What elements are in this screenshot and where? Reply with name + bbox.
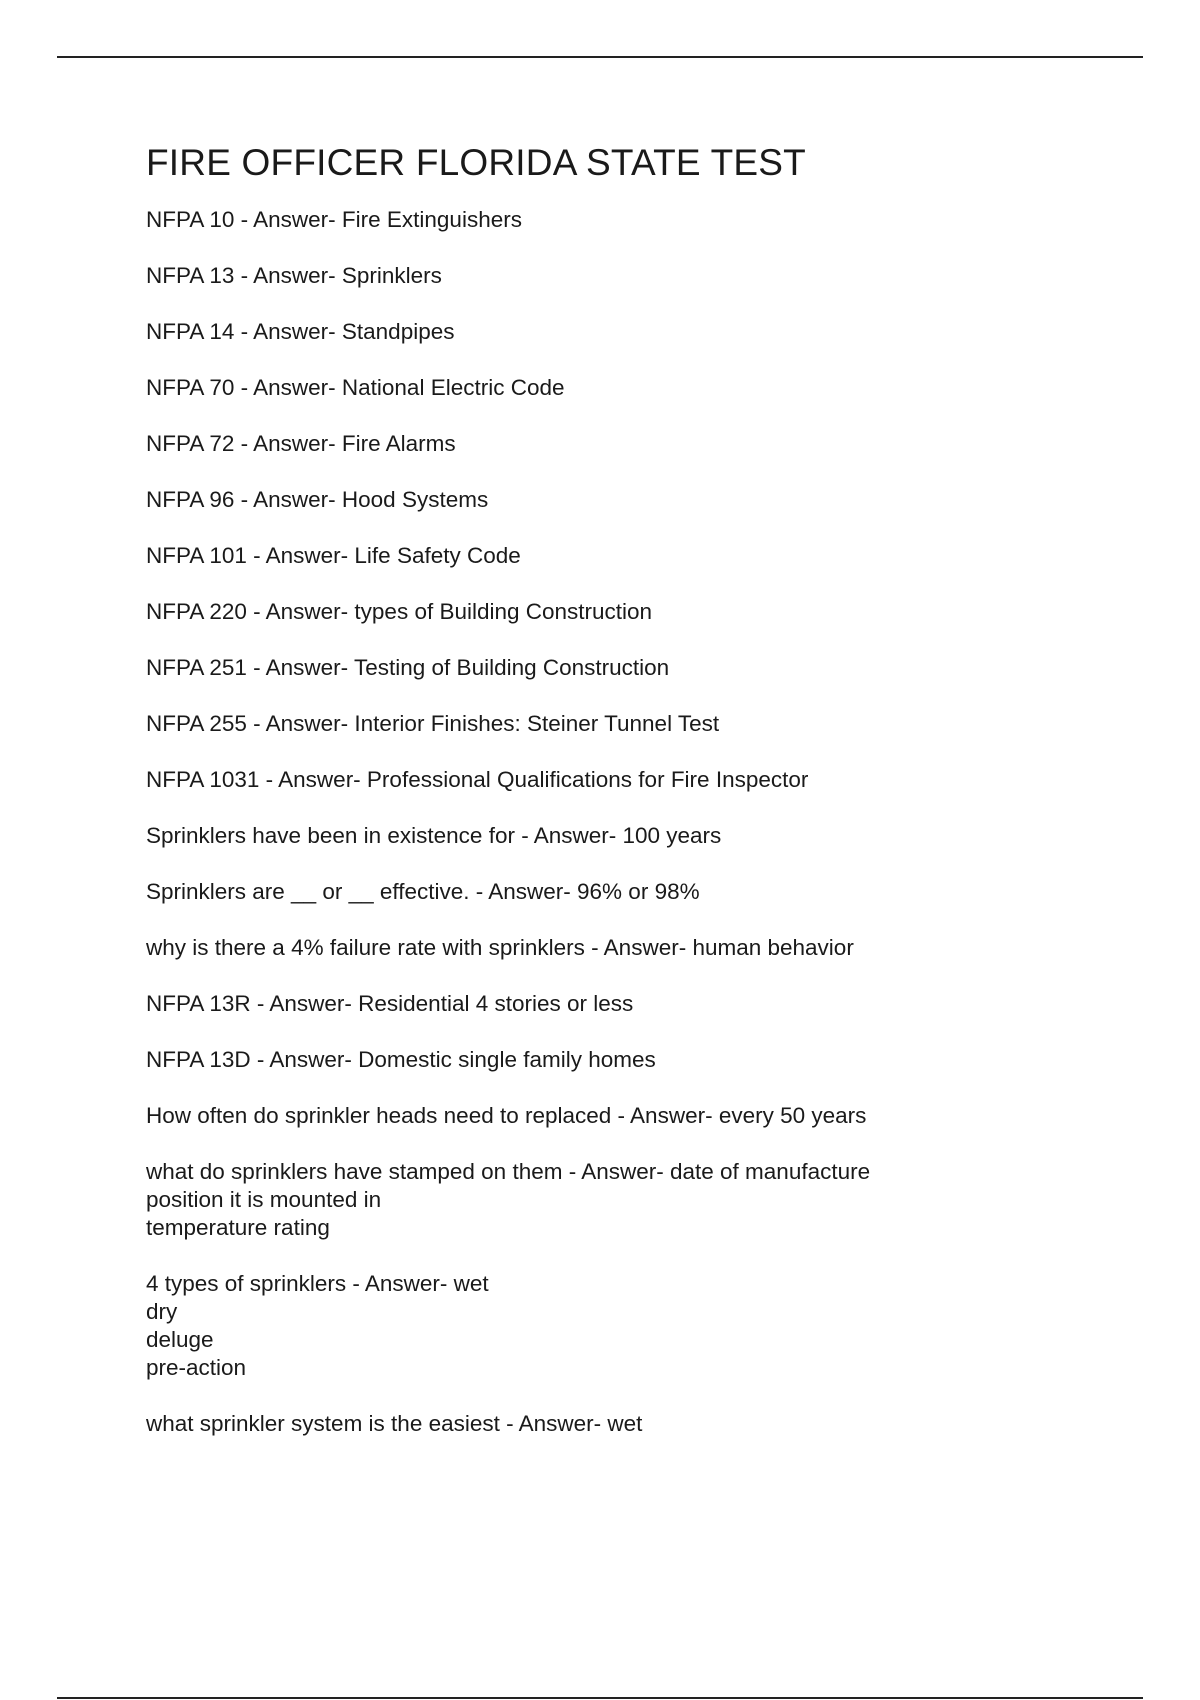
qa-item: NFPA 101 - Answer- Life Safety Code <box>146 543 521 568</box>
qa-item: NFPA 255 - Answer- Interior Finishes: Steiner Tunnel Test <box>146 711 720 736</box>
qa-item: Sprinklers have been in existence for - Answer- 100 years <box>146 823 722 848</box>
qa-item: NFPA 10 - Answer- Fire Extinguishers <box>146 207 522 232</box>
qa-item: why is there a 4% failure rate with sprinklers - Answer- human behavior <box>146 935 854 960</box>
qa-item: what sprinkler system is the easiest - Answer- wet <box>146 1411 643 1436</box>
qa-item: NFPA 1031 - Answer- Professional Qualifications for Fire Inspector <box>146 767 809 792</box>
qa-item: 4 types of sprinklers - Answer- wet dry deluge pre-action <box>146 1271 489 1380</box>
qa-item: NFPA 220 - Answer- types of Building Construction <box>146 599 653 624</box>
qa-item: NFPA 96 - Answer- Hood Systems <box>146 487 489 512</box>
bottom-rule <box>57 1697 1143 1699</box>
qa-item: what do sprinklers have stamped on them - Answer- date of manufacture position it is mounted in temperature rating <box>146 1159 871 1240</box>
qa-item: NFPA 14 - Answer- Standpipes <box>146 319 455 344</box>
qa-item: NFPA 72 - Answer- Fire Alarms <box>146 431 456 456</box>
qa-item: NFPA 251 - Answer- Testing of Building Construction <box>146 655 670 680</box>
document-body <box>146 140 1126 1466</box>
document-title: FIRE OFFICER FLORIDA STATE TEST <box>146 142 806 183</box>
top-rule <box>57 56 1143 58</box>
qa-item: NFPA 13R - Answer- Residential 4 stories or less <box>146 991 634 1016</box>
qa-item: NFPA 70 - Answer- National Electric Code <box>146 375 565 400</box>
qa-item: NFPA 13D - Answer- Domestic single family homes <box>146 1047 656 1072</box>
qa-item: Sprinklers are __ or __ effective. - Answer- 96% or 98% <box>146 879 700 904</box>
qa-item: How often do sprinkler heads need to replaced - Answer- every 50 years <box>146 1103 867 1128</box>
qa-item: NFPA 13 - Answer- Sprinklers <box>146 263 442 288</box>
